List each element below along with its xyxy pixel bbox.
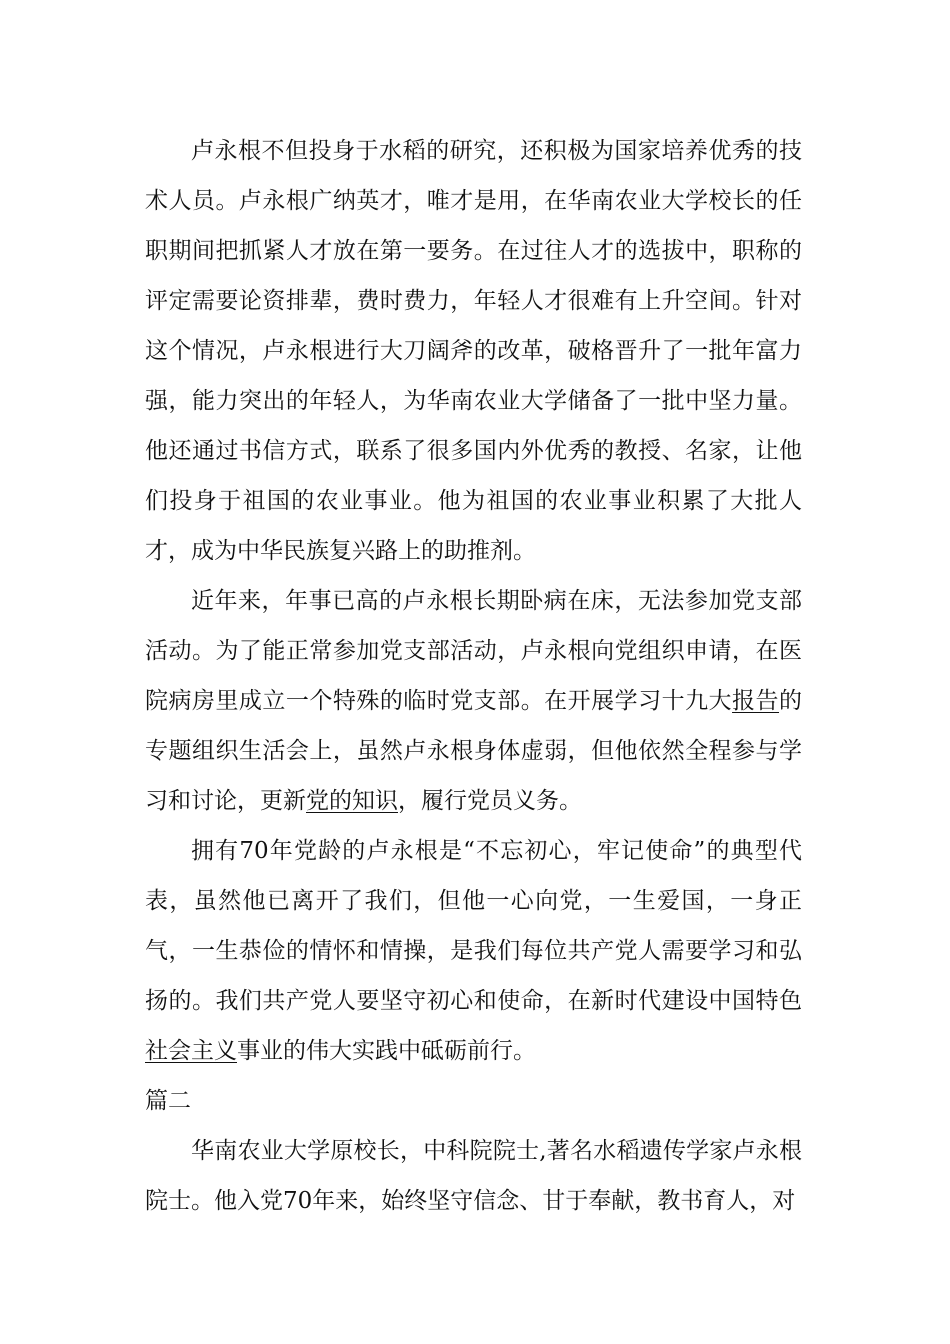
report-link[interactable]: 报告	[732, 688, 780, 714]
socialism-link[interactable]: 社会主义	[145, 1038, 237, 1064]
party-knowledge-link[interactable]: 党的知识	[306, 788, 398, 814]
paragraph-3-text-1: 拥有70年党龄的卢永根是“不忘初心，牢记使命”的典型代表，虽然他已离开了我们，但他一心向党，一生爱国，一身正气，一生恭俭的情怀和情操，是我们每位共产党人需要学习和弘扬的。我们共产党人要坚守初心和使命，在新时代建设中国特色	[145, 838, 802, 1014]
paragraph-1	[145, 126, 802, 576]
paragraph-3	[145, 826, 802, 1076]
section-heading: 篇二	[145, 1088, 191, 1114]
paragraph-2-text-1: 近年来，年事已高的卢永根长期卧病在床，无法参加党支部活动。为了能正常参加党支部活动，卢永根向党组织申请，在医院病房里成立一个特殊的临时党支部。在开展学习十九大	[145, 588, 802, 714]
paragraph-3-text-2: 事业的伟大实践中砥砺前行。	[237, 1038, 536, 1064]
section-paragraph: 华南农业大学原校长，中科院院士,著名水稻遗传学家卢永根院士。他入党70年来，始终坚守信念、甘于奉献，教书育人，对	[145, 1138, 802, 1214]
paragraph-2-text-2: 的专题组织生活会上，虽然卢永根身体虚弱，但他依然全程参与学习和讨论，更新	[145, 688, 803, 814]
paragraph-2	[145, 576, 802, 826]
paragraph-2-text-3: ，履行党员义务。	[398, 788, 582, 814]
paragraph-1-text: 卢永根不但投身于水稻的研究，还积极为国家培养优秀的技术人员。卢永根广纳英才，唯才是用，在华南农业大学校长的任职期间把抓紧人才放在第一要务。在过往人才的选拔中，职称的评定需要论资排辈，费时费力，年轻人才很难有上升空间。针对这个情况，卢永根进行大刀阔斧的改革，破格晋升了一批年富力强，能力突出的年轻人，为华南农业大学储备了一批中坚力量。他还通过书信方式，联系了很多国内外优秀的教授、名家，让他们投身于祖国的农业事业。他为祖国的农业事业积累了大批人才，成为中华民族复兴路上的助推剂。	[145, 138, 802, 564]
